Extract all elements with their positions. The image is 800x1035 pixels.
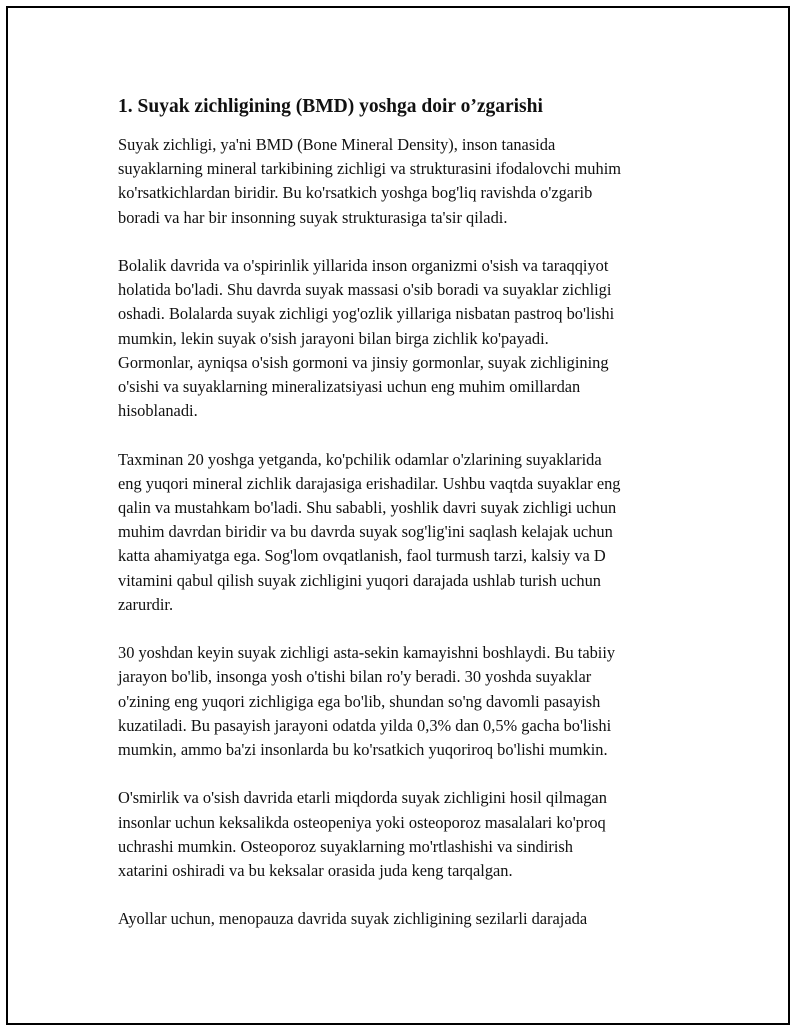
text-line: jarayon bo'lib, insonga yosh o'tishi bilan ro'y beradi. 30 yoshda suyaklar xyxy=(118,667,592,687)
document-body xyxy=(118,94,684,956)
text-line: hisoblanadi. xyxy=(118,401,198,421)
text-line: uchrashi mumkin. Osteoporoz suyaklarning mo'rtlashishi va sindirish xyxy=(118,836,574,856)
document-title: 1. Suyak zichligining (BMD) yoshga doir o’zgarishi xyxy=(118,96,543,117)
paragraph-4 xyxy=(118,641,684,762)
paragraph-2 xyxy=(118,254,684,423)
text-line: zarurdir. xyxy=(118,594,174,614)
text-line: qalin va mustahkam bo'ladi. Shu sababli, yoshlik davri suyak zichligi uchun xyxy=(118,498,617,518)
text-line: Taxminan 20 yoshga yetganda, ko'pchilik odamlar o'zlarining suyaklarida xyxy=(118,449,602,469)
text-line: Gormonlar, ayniqsa o'sish gormoni va jinsiy gormonlar, suyak zichligining xyxy=(118,352,609,372)
paragraph-6 xyxy=(118,907,684,931)
text-line: o'sishi va suyaklarning mineralizatsiyasi uchun eng muhim omillardan xyxy=(118,377,581,397)
text-line: Bolalik davrida va o'spirinlik yillarida inson organizmi o'sish va taraqqiyot xyxy=(118,256,609,275)
text-line: boradi va har bir insonning suyak strukturasiga ta'sir qiladi. xyxy=(118,207,508,227)
text-line: suyaklarning mineral tarkibining zichligi va strukturasini ifodalovchi muhim xyxy=(118,159,621,179)
text-line: Ayollar uchun, menopauza davrida suyak zichligining sezilarli darajada xyxy=(118,909,588,929)
text-line: katta ahamiyatga ega. Sog'lom ovqatlanish, faol turmush tarzi, kalsiy va D xyxy=(118,546,606,566)
text-line: kuzatiladi. Bu pasayish jarayoni odatda yilda 0,3% dan 0,5% gacha bo'lishi xyxy=(118,715,612,735)
paragraph-5 xyxy=(118,786,684,883)
text-line: O'smirlik va o'sish davrida etarli miqdorda suyak zichligini hosil qilmagan xyxy=(118,788,607,808)
text-line: Suyak zichligi, ya'ni BMD (Bone Mineral Density), inson tanasida xyxy=(118,135,556,154)
text-line: 30 yoshdan keyin suyak zichligi asta-sekin kamayishni boshlaydi. Bu tabiiy xyxy=(118,643,616,663)
text-line: insonlar uchun keksalikda osteopeniya yoki osteoporoz masalalari ko'proq xyxy=(118,812,606,832)
text-line: eng yuqori mineral zichlik darajasiga erishadilar. Ushbu vaqtda suyaklar eng xyxy=(118,473,621,493)
text-line: oshadi. Bolalarda suyak zichligi yog'ozlik yillariga nisbatan pastroq bo'lishi xyxy=(118,304,615,324)
text-line: xatarini oshiradi va bu keksalar orasida juda keng tarqalgan. xyxy=(118,861,513,881)
text-line: mumkin, lekin suyak o'sish jarayoni bilan birga zichlik ko'payadi. xyxy=(118,328,549,348)
paragraph-3 xyxy=(118,448,684,617)
text-line: holatida bo'ladi. Shu davrda suyak massasi o'sib boradi va suyaklar zichligi xyxy=(118,280,612,300)
text-line: ko'rsatkichlardan biridir. Bu ko'rsatkich yoshga bog'liq ravishda o'zgarib xyxy=(118,183,593,203)
text-line: vitamini qabul qilish suyak zichligini yuqori darajada ushlab turish uchun xyxy=(118,570,601,590)
text-line: muhim davrdan biridir va bu davrda suyak sog'lig'ini saqlash kelajak uchun xyxy=(118,522,613,542)
paragraph-1 xyxy=(118,133,684,230)
text-line: mumkin, ammo ba'zi insonlarda bu ko'rsatkich yuqoriroq bo'lishi mumkin. xyxy=(118,740,608,760)
text-line: o'zining eng yuqori zichligiga ega bo'lib, shundan so'ng davomli pasayish xyxy=(118,691,601,711)
